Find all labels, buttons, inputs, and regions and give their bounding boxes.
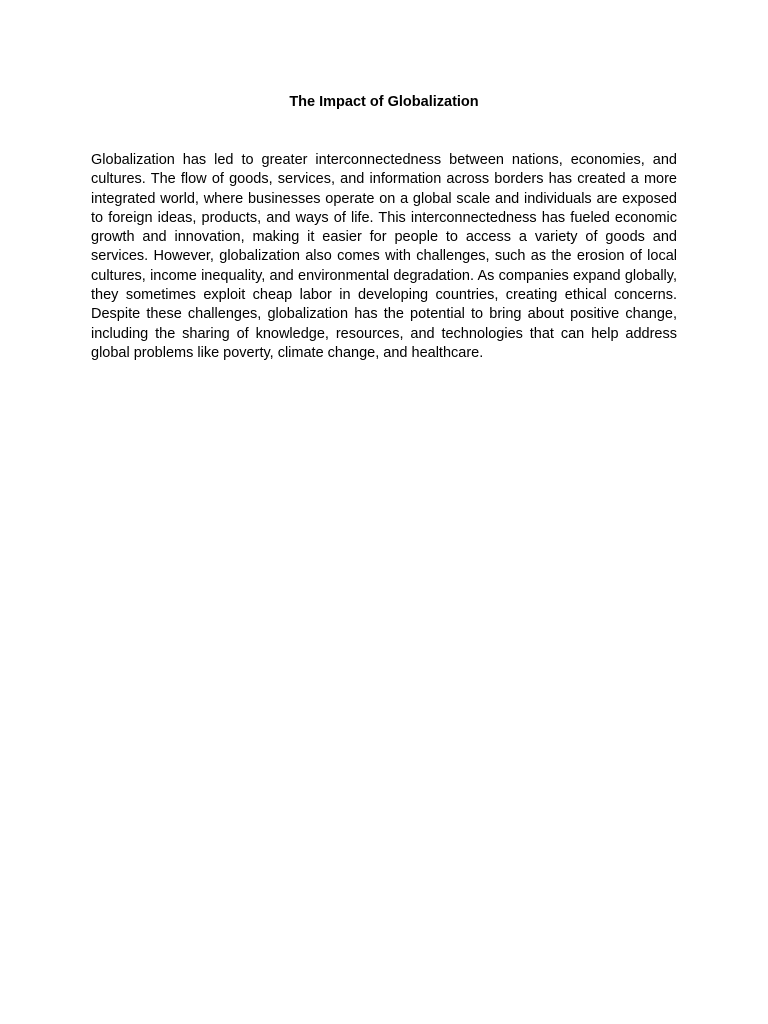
document-title: The Impact of Globalization <box>289 94 479 110</box>
body-paragraph: Globalization has led to greater interconnectedness between nations, economies, and cultures. The flow of goods, services, and information across borders has created a more integrated world, where businesses operate on a global scale and individuals are exposed to foreign ideas, products, and ways of life. This interconnectedness has fueled economic growth and innovation, making it easier for people to access a variety of goods and services. However, globalization also comes with challenges, such as the erosion of local cultures, income inequality, and environmental degradation. As companies expand globally, they sometimes exploit cheap labor in developing countries, creating ethical concerns. Despite these challenges, globalization has the potential to bring about positive change, including the sharing of knowledge, resources, and technologies that can help address global problems like poverty, climate change, and healthcare. <box>91 152 677 361</box>
